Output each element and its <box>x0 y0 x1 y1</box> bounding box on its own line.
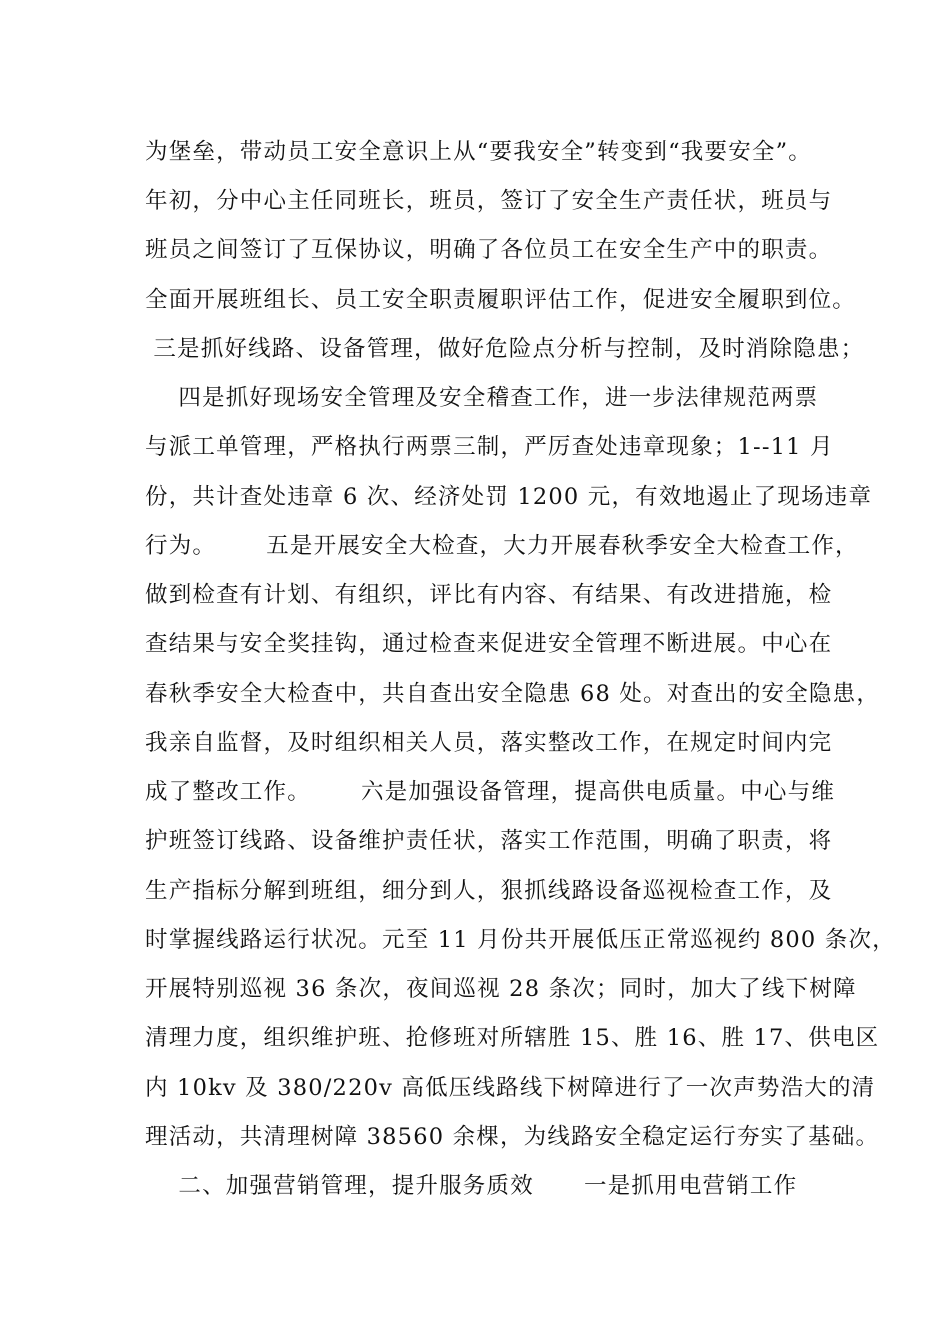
text-line: 查结果与安全奖挂钩，通过检查来促进安全管理不断进展。中心在 <box>145 631 833 657</box>
text-line: 成了整改工作。 六是加强设备管理，提高供电质量。中心与维 <box>145 779 836 805</box>
text-line: 做到检查有计划、有组织，评比有内容、有结果、有改进措施，检 <box>145 582 833 608</box>
text-line: 春秋季安全大检查中，共自查出安全隐患 68 处。对查出的安全隐患， <box>145 681 881 707</box>
text-line: 内 10kv 及 380/220v 高低压线路线下树障进行了一次声势浩大的清 <box>145 1075 876 1101</box>
text-line: 时掌握线路运行状况。元至 11 月份共开展低压正常巡视约 800 条次， <box>145 927 896 953</box>
text-line: 份，共计查处违章 6 次、经济处罚 1200 元，有效地遏止了现场违章 <box>145 484 873 510</box>
text-line: 四是抓好现场安全管理及安全稽查工作，进一步法律规范两票 <box>145 385 819 411</box>
text-line: 理活动，共清理树障 38560 余棵，为线路安全稳定运行夯实了基础。 <box>145 1124 880 1150</box>
text-line: 行为。 五是开展安全大检查，大力开展春秋季安全大检查工作， <box>145 533 859 559</box>
text-line: 班员之间签订了互保协议，明确了各位员工在安全生产中的职责。 <box>145 237 833 263</box>
text-line: 护班签订线路、设备维护责任状，落实工作范围，明确了职责，将 <box>145 828 833 854</box>
text-line: 全面开展班组长、员工安全职责履职评估工作，促进安全履职到位。 <box>145 287 857 313</box>
text-line: 二、加强营销管理，提升服务质效 一是抓用电营销工作 <box>145 1173 798 1199</box>
text-line: 年初，分中心主任同班长，班员，签订了安全生产责任状，班员与 <box>145 188 833 214</box>
text-line: 清理力度，组织维护班、抢修班对所辖胜 15、胜 16、胜 17、供电区 <box>145 1025 880 1051</box>
text-line: 为堡垒，带动员工安全意识上从“要我安全”转变到“我要安全”。 <box>145 139 813 165</box>
text-line: 三是抓好线路、设备管理，做好危险点分析与控制，及时消除隐患； <box>145 336 865 362</box>
text-line: 生产指标分解到班组，细分到人，狠抓线路设备巡视检查工作，及 <box>145 878 833 904</box>
text-line: 开展特别巡视 36 条次，夜间巡视 28 条次；同时，加大了线下树障 <box>145 976 857 1002</box>
text-line: 我亲自监督，及时组织相关人员，落实整改工作，在规定时间内完 <box>145 730 833 756</box>
text-line: 与派工单管理，严格执行两票三制，严厉查处违章现象；1--11 月 <box>145 434 834 460</box>
